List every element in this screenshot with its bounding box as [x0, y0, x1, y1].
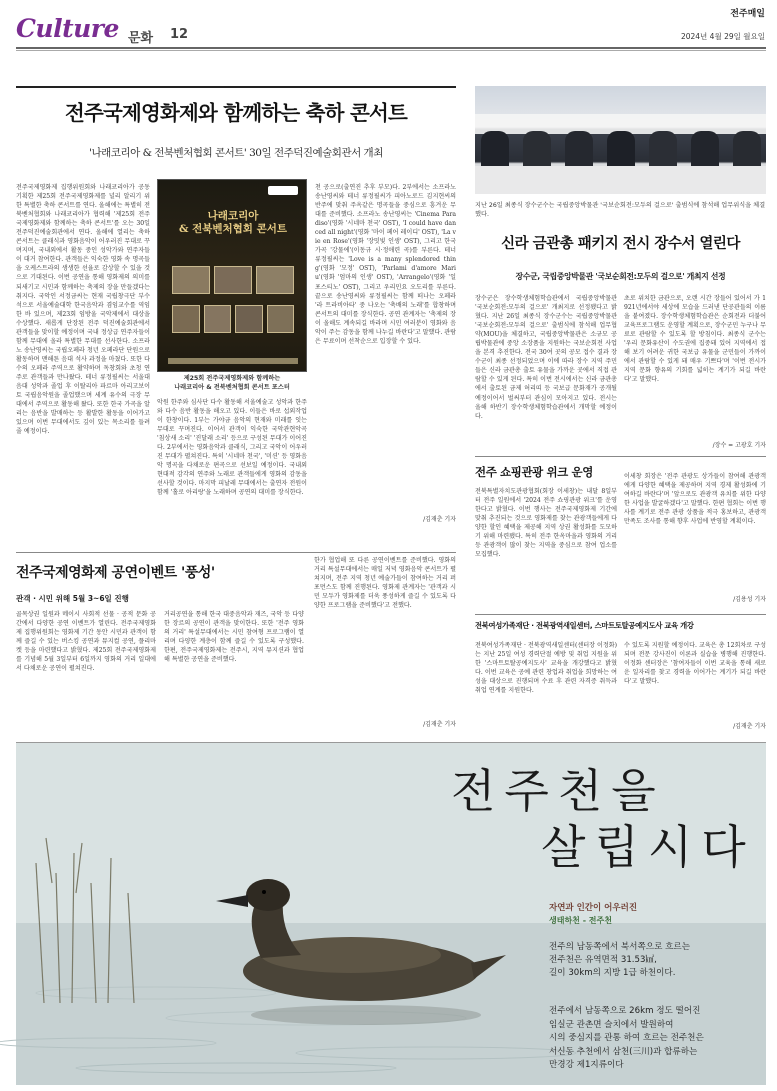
ad-tagline1: 자연과 인간이 어우러진 [549, 903, 638, 913]
article-body-col1: 골목상권 일원과 메이시 사회적 선물 · 공적 문화 공간에서 다양한 공연 이벤트가 열린다. 전주국제영화제 집행위원회는 영화제 기간 동안 시민과 관객이 함께 즐길 수 있는 버스킹 공연과 뮤지컬 공연, 플리마켓 등을 마련했다고 밝혔다. 제25회 전주국제영화제를 기념해 5월 3일부터 6일까지 영화의 거리 일대에서 다채로운 공연이 펼쳐진다. [16, 611, 156, 673]
section-divider [16, 552, 456, 553]
photo-people-row [481, 131, 761, 171]
article-concert [16, 86, 456, 546]
article-byline: /김용성 기자 [733, 596, 766, 603]
article-title: 신라 금관총 패키지 전시 장수서 열린다 [501, 235, 740, 252]
concert-poster [157, 179, 307, 372]
section-title-en: Culture [16, 14, 119, 43]
article-body-col1: 전북특별자치도관광협회(회장 이세창)는 내달 8일부터 전주 일원에서 '2024 전주 쇼핑관광 위크'를 운영한다고 밝혔다. 이번 행사는 전주국제영화제 기간에 맞춰 추진되는 것으로 영화제를 찾는 관광객들에게 다양한 할인 혜택을 제공해 지역 상권 활성화를 도모하기 위해 마련됐다. 특히 전주 한옥마을과 영화의 거리 등 관광객이 많이 찾는 지역을 중심으로 참여 업소를 모집했다. [475, 488, 619, 559]
article-body-col3: 천 공으로(출연진 추후 부모)다. 2부에서는 소프라노 송난영씨와 테너 류정필씨가 피아노로드 김지현씨의 반주에 맞춰 주옥같은 명곡들을 중심으로 흥겨운 무대를 준비했다. 소프라노 송난영씨는 'Cinema Paradiso'(영화 '시네마 천국' OST), 'I could have danced all night'(영화 '마이 페어 레이디' OST), 'La vie en Rose'(영화 '장밋빛 인생' OST), 그리고 한국 가곡 '강물에'(이동규 시·정애련 곡)를 부른다. 테너 류정필씨는 'Love is a many splendored thing'(영화 '모정' OST), 'Parlami d'amore Mariu'(영화 '엄마의 인생' OST), 'Arrangelo'(영화 '일 포스티노' OST), 그리고 우리민요 오도리를 부른다. 끝으로 송난영씨와 류정필씨는 함께 떠나는 오페라 '라 트라비아타' 중 나오는 '축배의 노래'를 합창하며 콘서트의 대미를 장식한다. 공연 관계자는 '축제의 장이 올해도 계속되길 바라며 시민 여러분이 영화와 음악이 주는 감동을 함께 나누길 바란다'고 말했다. 관람은 무료이며 선착순으로 입장할 수 있다. [315, 184, 458, 345]
poster-sponsor-strip [168, 358, 298, 364]
article-subtitle: 장수군, 국립중앙박물관 '국보순회전:모두의 걸으로' 개최지 선정 [515, 272, 726, 281]
article-byline: /김재춘 기자 [423, 516, 456, 523]
article-body-col2: 수 있도록 지원할 예정이다. 교육은 총 12회차로 구성되며 전문 강사진이 이론과 실습을 병행해 진행한다. 이정화 센터장은 '참여자들이 이번 교육을 통해 새로운 일자리를 찾고 경력을 이어가는 계기가 되길 바란다'고 말했다. [624, 642, 768, 686]
section-divider [475, 456, 766, 457]
duck-reflection [251, 1005, 481, 1025]
article-body-col2: 악원 한주와 심사단 다수 활동해 서울예술고 성악과 한주와 다수 음반 활동을 해오고 있다. 이들은 바로 섭외작업이 한창이다. 1부는 가야금 음악의 현재와 미래를 잇는 무대로 꾸며진다. 이어서 관객이 익숙한 국악관현악곡 '침상새 소리' '진달래 소리' 등으로 구성된 무대가 이어진다. 2부에서는 영화음악과 클래식, 그리고 국악이 어우러진 무대가 펼쳐진다. 특히 '시네마 천국', '미션' 등 영화음악 명곡을 다채로운 편곡으로 선보일 예정이다. 국내외 현대적 감각의 연주와 노래로 관객들에게 영화의 감동을 선사할 것이다. 마지막 피날레 무대에서는 출연자 전원이 함께 '홀로 아리랑'을 노래하며 공연의 대미를 장식한다. [157, 399, 309, 497]
section-title-ko: 문화 [128, 31, 154, 46]
article-byline: /김재춘 기자 [733, 723, 766, 730]
article-craft-course [475, 617, 766, 737]
ad-headline-line1: 전주천을 [451, 764, 665, 818]
ad-text-block2: 전주에서 남동쪽으로 26km 정도 떨어진 임실군 관촌면 슬치에서 발원하여 시의 중심지를 관통 하여 흐르는 전주천은 서신동 추천에서 삼천(三川)과 합류하는 만경강 제1지류이다 [549, 1006, 704, 1070]
ad-headline-line2: 살립시다 [541, 820, 755, 874]
article-body-col2: 초로 위치한 금관으로, 오랜 시간 장들어 있어서 가 1921년에서야 세상에 모습을 드러낸 단공관들의 이름을 붙여졌다. 장수학생체험학습관은 순회전과 더불어 교육프로그램도 운영할 계획으로, 장수군민 누구나 무료로 관람할 수 있도록 할 방침이다. 최종식 군수는 '우리 문화유산이 수도권에 집중돼 있어 지역에서 접해 보기 어려운 귀한 국보급 유물을 군민들이 가까이에서 관람할 수 있게 돼 매우 기쁘다'며 '이번 전시가 지역 문화 향유의 기회를 넓히는 계기가 되길 바란다'고 말했다. [624, 295, 768, 384]
poster-performers-row1 [172, 266, 294, 294]
duck-head [246, 879, 290, 911]
poster-caption: 제25회 전주국제영화제와 함께하는 나래코리아 & 전북벤처협회 콘서트 포스터 [174, 375, 290, 391]
issue-date: 2024년 4월 29일 월요일 [680, 32, 765, 41]
article-museum [475, 86, 768, 449]
article-shopping [475, 460, 766, 610]
duck-eye [262, 890, 266, 894]
header-rule [16, 47, 766, 49]
page-number: 12 [170, 27, 189, 42]
article-body-col2: 거리공연을 통해 한국 대중음악과 재즈, 국악 등 다양한 장르의 공연이 관객을 맞이한다. 또한 '전주 영화의 거리' 특설무대에서는 시민 참여형 프로그램이 열리며 다양한 계층이 함께 즐길 수 있도록 구성했다. 한편, 전주국제영화제는 전주시, 지역 뮤지션과 협업해 특별한 공연을 준비했다. [164, 611, 306, 664]
header-rule-thin [16, 50, 766, 51]
poster-performers-row2 [172, 305, 294, 333]
article-body-col1: 전주국제영화제 집행위원회와 나래코리아가 공동기획한 제25회 전주국제영화제를 널리 알리기 위한 특별한 축하 콘서트를 연다. 올해에는 특별히 전북벤처협회와 나래코리아가 협력해 '제25회 전주국제영화제와 함께하는 축하 콘서트'를 오는 30일 전주덕진예술회관에서 연다. 올해에 열리는 축하 콘서트는 클래식과 영화음악이 어우러진 무대로 꾸며지며, 국내외에서 활동 중인 성악가와 연주자들이 대거 참여한다. 관객들은 익숙한 영화 속 명곡들을 오케스트라의 생생한 선율로 감상할 수 있을 것으로 기대된다. 이번 공연을 통해 영화제의 의미를 되새기고 시민과 함께하는 축제의 장을 만들겠다는 취지다. 국악인 서정금씨는 현재 국립창극단 부수석으로 서울예술대학 한국음악과 겸임교수를 역임한 바 있으며, 제23회 임방울 국악제에서 대상을 수상했다. 새롭게 단장된 전주 덕진예술회관에서 관객들을 맞이할 예정이며 국내 정상급 연주자들이 함께 무대에 올라 특별한 무대를 선사한다. 소프라노 송난영씨는 국립오페라 청년 오페라단 단원으로 활동하며 맨해튼 음대 석사 과정을 마쳤다. 또한 다수의 오페라 주역으로 활약하며 독창회와 초청 연주로 관객들과 만나왔다. 테너 류정필씨는 서울대 음대 성악과 졸업 후 이탈리아 파르마 아리고보이토 국립음악원을 졸업했으며 세계 유수의 극장 무대에서 주역으로 활동해 왔다. 또한 한국 가곡을 알리는 음반을 발매하는 등 활발한 활동을 이어가고 있으며 이번 무대에서도 깊이 있는 목소리를 들려줄 예정이다. [16, 184, 152, 436]
ad-jeonjucheon [16, 742, 766, 1084]
poster-logo-icon [268, 186, 298, 195]
article-festival-events [16, 556, 456, 736]
article-byline: /김재춘 기자 [423, 721, 456, 728]
event-photo [475, 86, 766, 194]
masthead [0, 9, 777, 48]
ad-tagline2: 생태하천 - 전주천 [549, 916, 612, 925]
article-byline: /장수 = 고광호 기자 [712, 442, 766, 449]
article-body-col1: 장수군은 장수학생체험학습관에서 국립중앙박물관 '국보순회전:모두의 걸으로' 개최지로 선정됐다고 밝혔다. 지난 26일 최종식 장수군수는 국립중앙박물관 '국보순회전:모두의 걸으로' 출범식에 참석해 업무협약(MOU)을 체결하고, 국립중앙박물관은 소규모 공립박물관에 중앙 소장품을 지원하는 국보순회전 사업을 본격 추진한다. 전국 30여 곳의 공모 접수 결과 장수군이 최종 선정되었으며 이에 따라 장수 지역 주민들은 신라 금관총 출토 유물을 가까운 곳에서 직접 관람할 수 있게 된다. 특히 이번 전시에서는 신라 금관총에서 출토된 금제 허리띠 등 국보급 문화재가 공개될 예정이어서 벌써부터 관심이 모아지고 있다. 전시는 올해 하반기 장수학생체험학습관에서 개막할 예정이다. [475, 295, 619, 420]
article-subtitle: '나래코리아 & 전북벤처협회 콘서트' 30일 전주덕진예술회관서 개최 [89, 147, 383, 159]
article-top-rule [16, 86, 456, 88]
article-body-col2: 이세창 회장은 '전주 관광도 상가들이 참여해 관광객에게 다양한 혜택을 제공하며 지역 경제 활성화에 기여하길 바란다'며 '앞으로도 관광객 유치를 위한 다양한 사업을 발굴하겠다'고 말했다. 한편 협회는 이번 행사를 계기로 전주 관광 상품을 적극 홍보하고, 관광객 만족도 조사를 통해 향후 사업에 반영할 계획이다. [624, 473, 768, 526]
article-title: 전주국제영화제와 함께하는 축하 콘서트 [64, 101, 408, 125]
article-title: 전북여성가족재단 · 전북광역새일센터, 스마트토탈공예지도사 교육 개강 [475, 621, 694, 630]
ad-text-block1: 전주의 남동쪽에서 북서쪽으로 흐르는 전주천은 유역면적 31.53㎢, 길이 30km의 지방 1급 하천이다. [549, 942, 691, 978]
section-divider [475, 614, 766, 615]
article-subtitle: 관객 · 시민 위해 5월 3~6일 진행 [16, 594, 129, 603]
article-title: 전주 쇼핑관광 위크 운영 [475, 465, 593, 479]
photo-table [475, 166, 766, 194]
article-title: 전주국제영화제 공연이벤트 '풍성' [16, 565, 215, 581]
article-body-col3: 한가 협업해 또 다른 공연이벤트를 준비했다. 영화의 거리 특설무대에서는 매일 저녁 영화음악 콘서트가 펼쳐지며, 전주 지역 청년 예술가들이 참여하는 거리 퍼포먼스도 함께 진행된다. 영화제 관계자는 '관객과 시민 모두가 영화제를 더욱 풍성하게 즐길 수 있도록 다양한 프로그램을 준비했다'고 전했다. [314, 557, 458, 610]
article-body-col1: 전북여성가족재단 · 전북광역새일센터(센터장 이정화)는 지난 25일 여성 경력단절 예방 및 취업 지원을 위한 '스마트토탈공예지도사' 교육을 개강했다고 밝혔다. 이번 교육은 공예 관련 창업과 취업을 희망하는 여성을 대상으로 진행되며 수료 후 관련 자격증 취득과 취업 연계를 지원한다. [475, 642, 619, 695]
poster-title: 나래코리아 & 전북벤처협회 콘서트 [178, 210, 288, 235]
photo-caption: 지난 26일 최종식 장수군수는 국립중앙박물관 '국보순회전:모두의 걸으로' 출범식에 참석해 업무위식을 체결했다. [475, 202, 766, 218]
newspaper-name: 전주매일 [730, 9, 765, 19]
